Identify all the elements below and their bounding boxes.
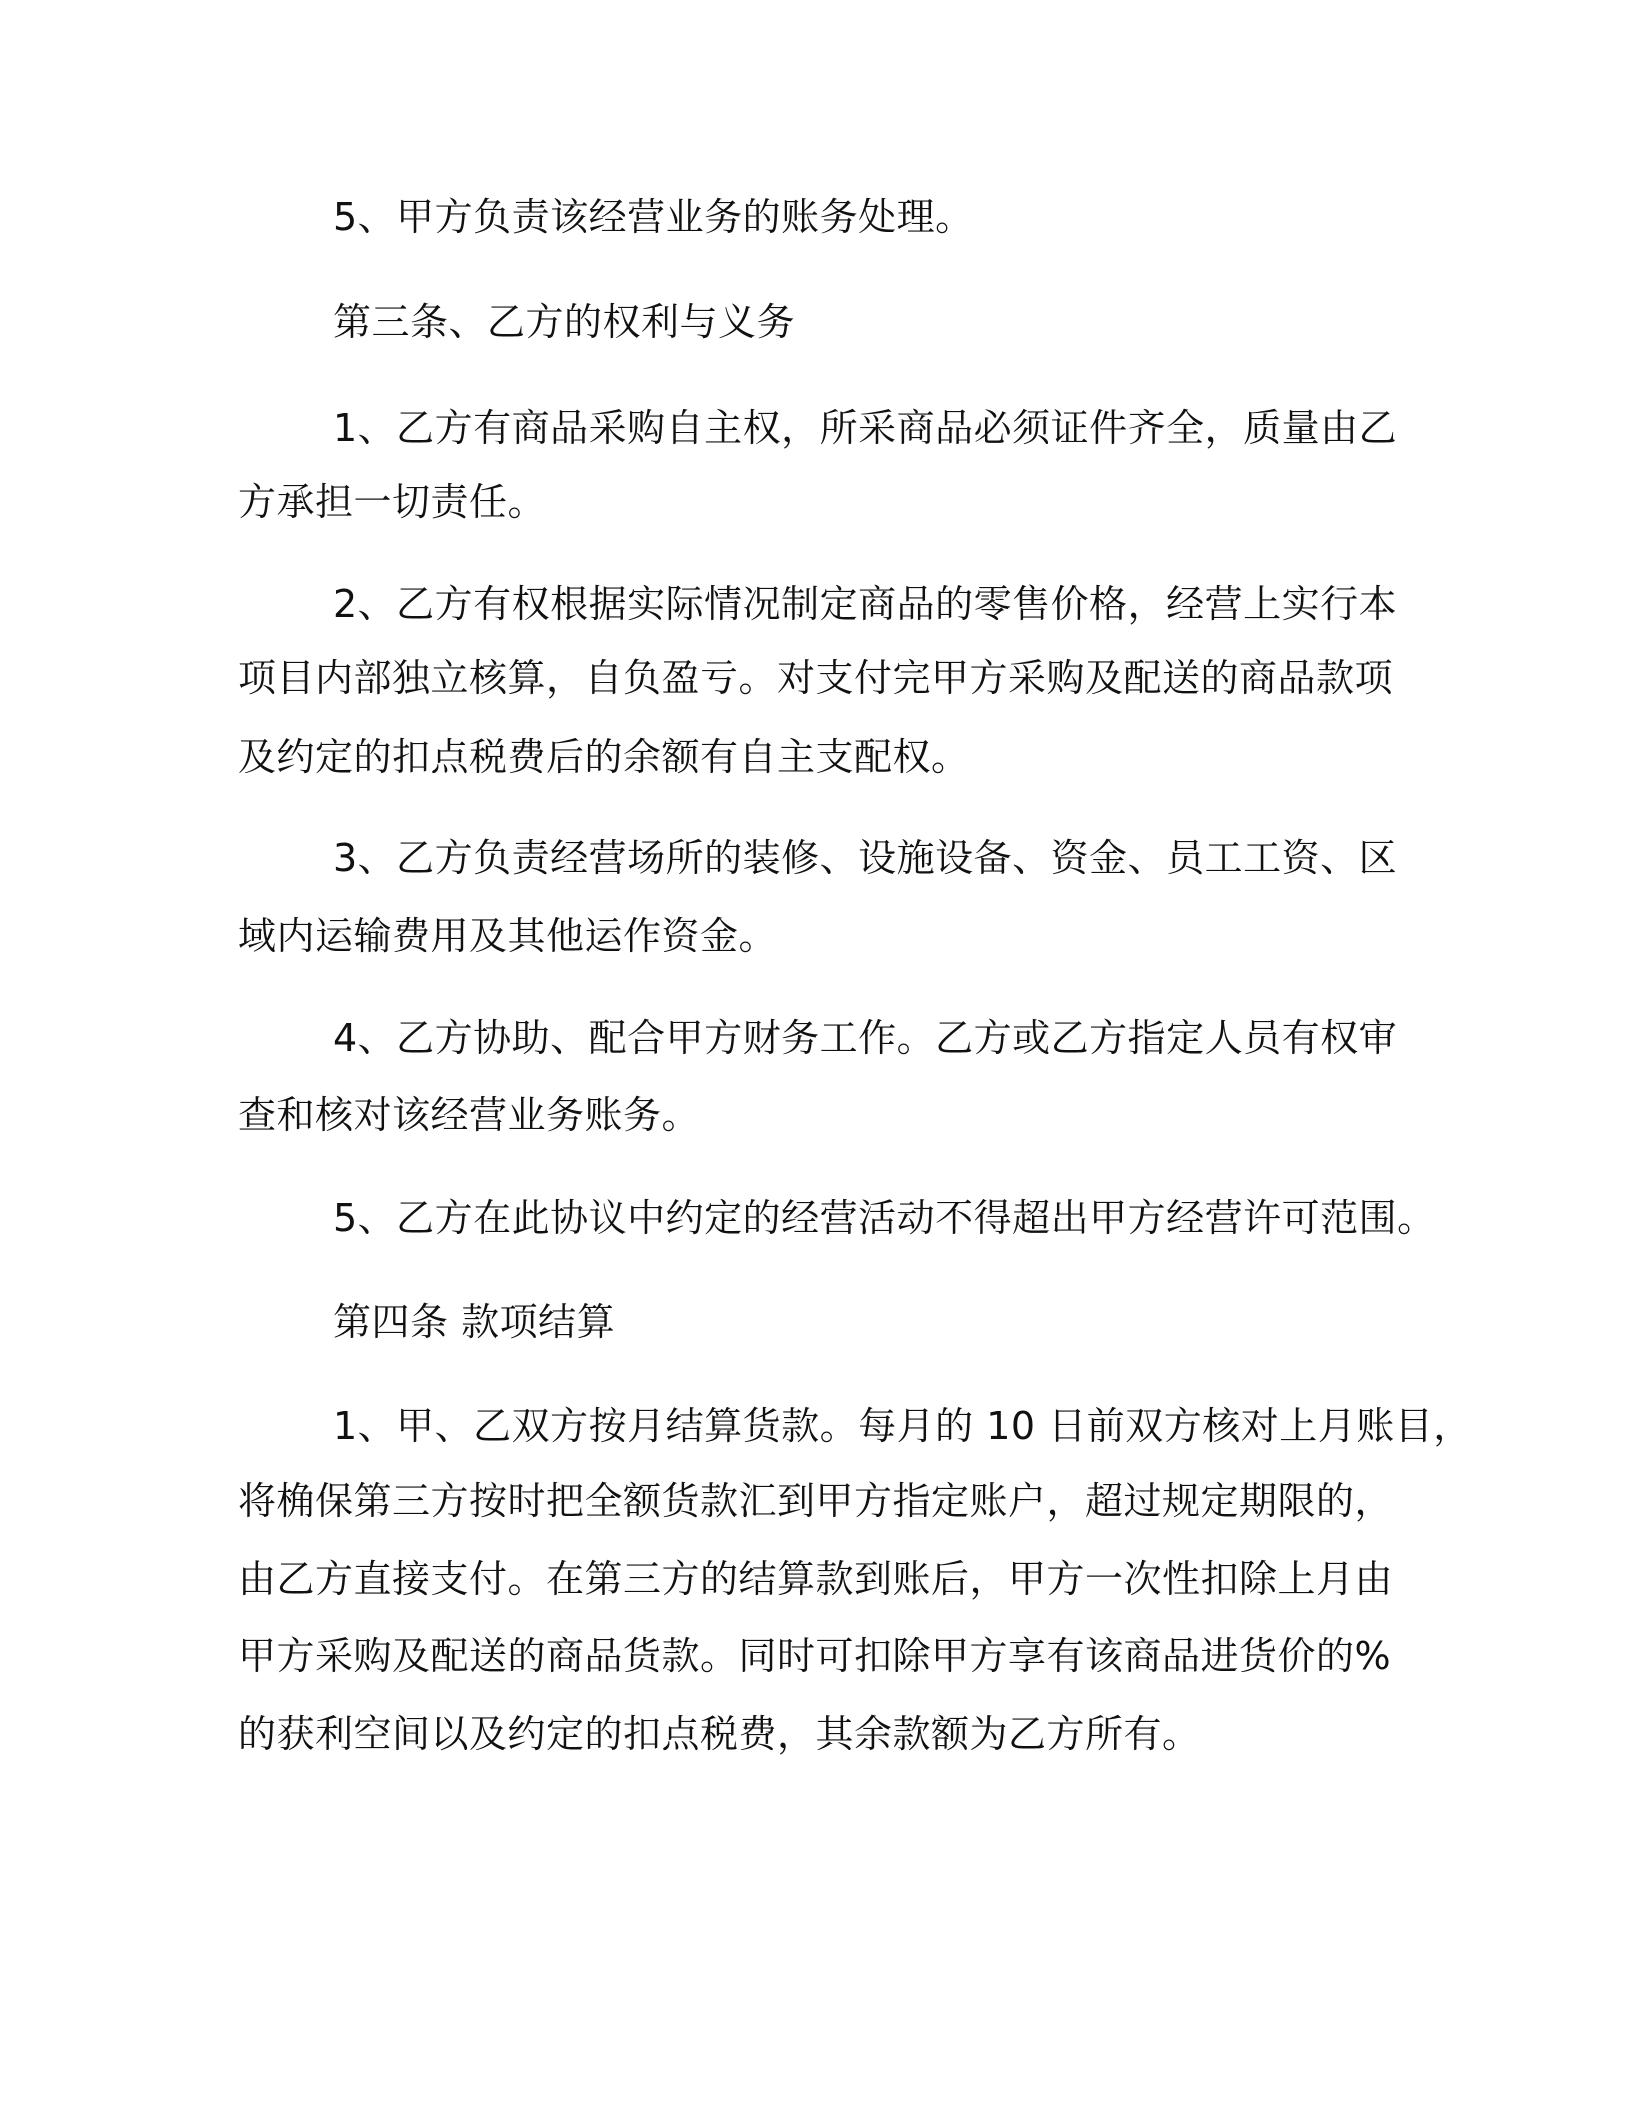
paragraph-party-b-item-2-line-1: 2、乙方有权根据实际情况制定商品的零售价格，经营上实行本 [333, 582, 1398, 626]
paragraph-settlement-item-1-line-3: 由乙方直接支付。在第三方的结算款到账后，甲方一次性扣除上月由 [238, 1557, 1394, 1601]
paragraph-party-b-item-1-line-2: 方承担一切责任。 [238, 480, 547, 524]
paragraph-party-b-item-4-line-1: 4、乙方协助、配合甲方财务工作。乙方或乙方指定人员有权审 [333, 1016, 1398, 1060]
paragraph-settlement-item-1-line-4: 甲方采购及配送的商品货款。同时可扣除甲方享有该商品进货价的% [238, 1634, 1392, 1678]
paragraph-party-b-item-2-line-3: 及约定的扣点税费后的余额有自主支配权。 [238, 735, 970, 779]
section-heading-article-3: 第三条、乙方的权利与义务 [333, 300, 796, 344]
section-heading-article-4: 第四条 款项结算 [333, 1300, 616, 1344]
paragraph-party-b-item-1-line-1: 1、乙方有商品采购自主权，所采商品必须证件齐全，质量由乙 [333, 406, 1398, 450]
paragraph-party-a-item-5: 5、甲方负责该经营业务的账务处理。 [333, 195, 974, 239]
paragraph-party-b-item-3-line-1: 3、乙方负责经营场所的装修、设施设备、资金、员工工资、区 [333, 836, 1398, 880]
paragraph-settlement-item-1-line-2: 将桷保第三方按时把全额货款汇到甲方指定账户，超过规定期限的， [238, 1479, 1394, 1523]
paragraph-party-b-item-2-line-2: 项目内部独立核算，自负盈亏。对支付完甲方采购及配送的商品款项 [238, 656, 1394, 700]
paragraph-party-b-item-5: 5、乙方在此协议中约定的经营活动不得超出甲方经营许可范围。 [333, 1196, 1436, 1240]
paragraph-settlement-item-1-line-5: 的获利空间以及约定的扣点税费，其余款额为乙方所有。 [238, 1712, 1201, 1756]
paragraph-settlement-item-1-line-1: 1、甲、乙双方按月结算货款。每月的 10 日前双方核对上月账目， [333, 1404, 1472, 1448]
paragraph-party-b-item-3-line-2: 域内运输费用及其他运作资金。 [238, 914, 778, 958]
paragraph-party-b-item-4-line-2: 查和核对该经营业务账务。 [238, 1093, 701, 1137]
